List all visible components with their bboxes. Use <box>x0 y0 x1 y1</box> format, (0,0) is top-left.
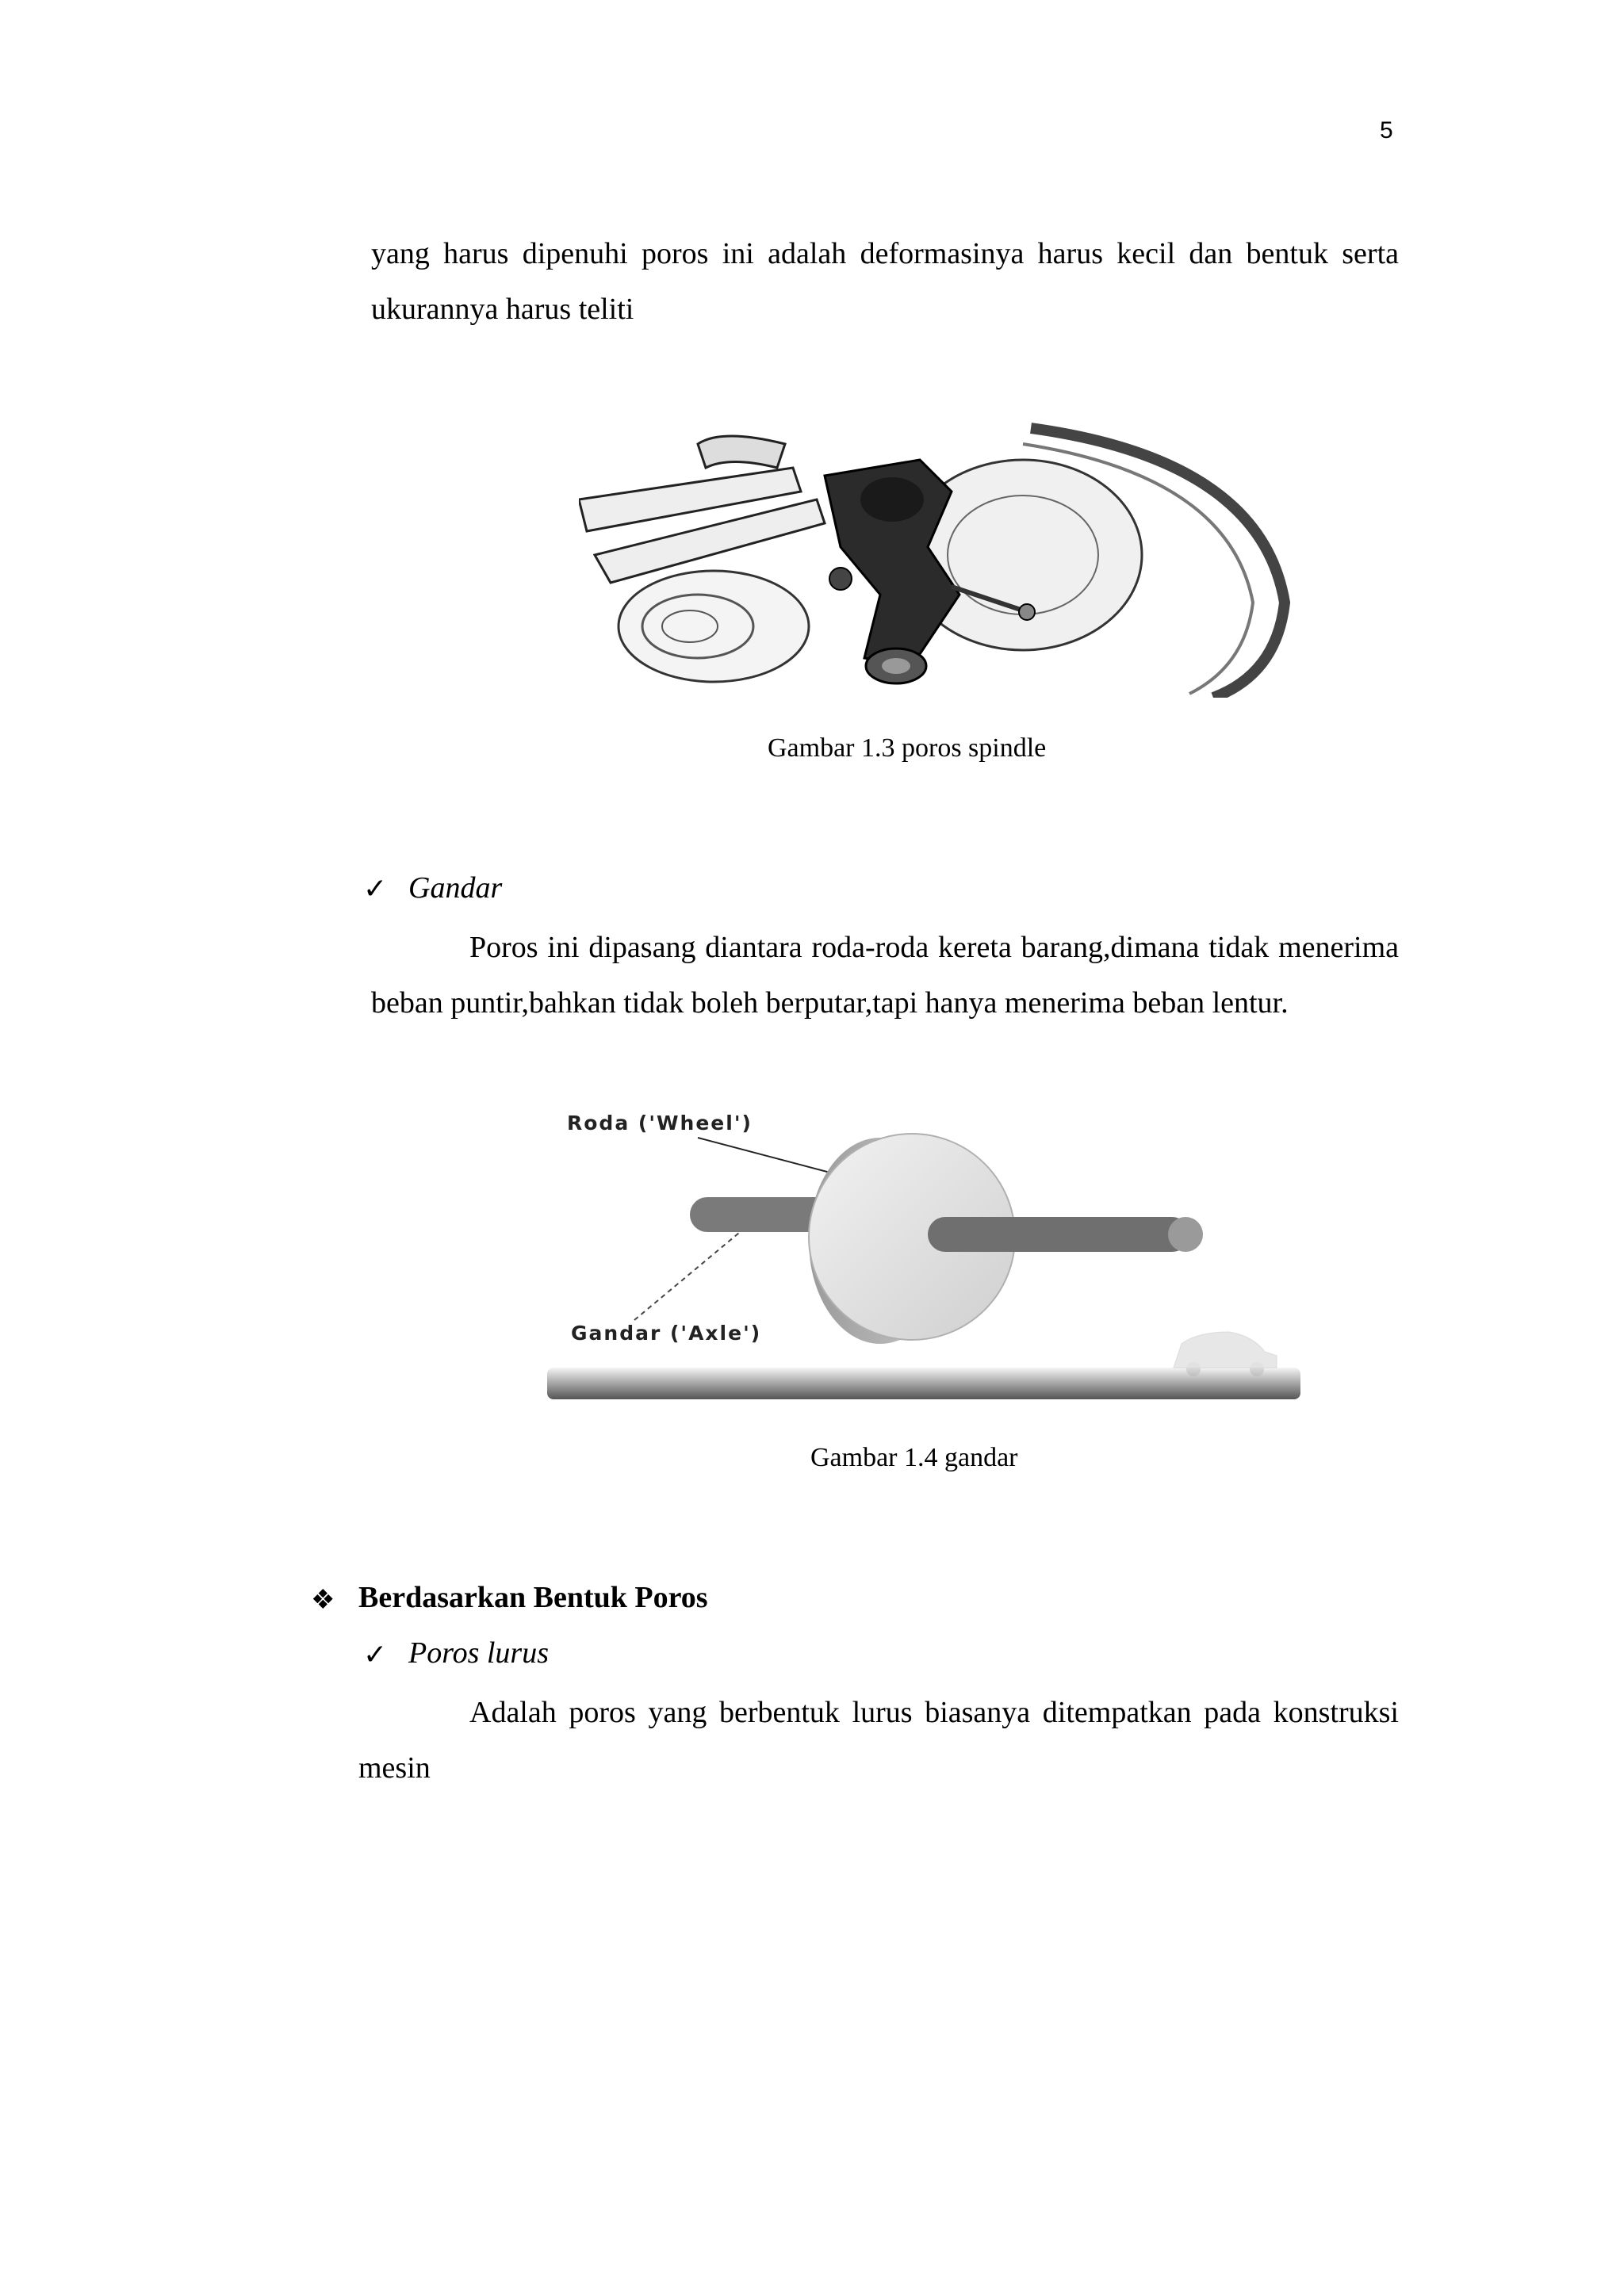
paragraph-poros-lurus-text: Adalah poros yang berbentuk lurus biasanya ditempatkan pada konstruksi mesin <box>358 1696 1399 1785</box>
spindle-figure <box>579 412 1308 698</box>
checkmark-icon: ✓ <box>363 873 388 905</box>
wheel-axle-figure <box>547 1106 1300 1407</box>
figure-caption-2: Gambar 1.4 gandar <box>810 1443 1018 1472</box>
paragraph-gandar <box>371 920 1399 1031</box>
checkmark-icon: ✓ <box>363 1639 388 1670</box>
paragraph-deformation: yang harus dipenuhi poros ini adalah deformasinya harus kecil dan bentuk serta ukurannya harus teliti <box>371 237 1399 326</box>
subheading-gandar: Gandar <box>408 871 503 905</box>
diamond-bullet-icon: ❖ <box>311 1586 335 1615</box>
figure-caption-1: Gambar 1.3 poros spindle <box>768 733 1047 763</box>
paragraph-gandar-text: Poros ini dipasang diantara roda-roda kereta barang,dimana tidak menerima beban puntir,bahkan tidak boleh berputar,tapi hanya menerima beban lentur. <box>371 931 1399 1020</box>
page-number: 5 <box>1380 117 1393 144</box>
label-wheel: Roda ('Wheel') <box>567 1112 753 1135</box>
section-heading: Berdasarkan Bentuk Poros <box>358 1581 708 1614</box>
label-axle: Gandar ('Axle') <box>571 1322 762 1345</box>
paragraph-poros-lurus <box>358 1685 1399 1796</box>
subheading-poros-lurus: Poros lurus <box>408 1636 550 1670</box>
